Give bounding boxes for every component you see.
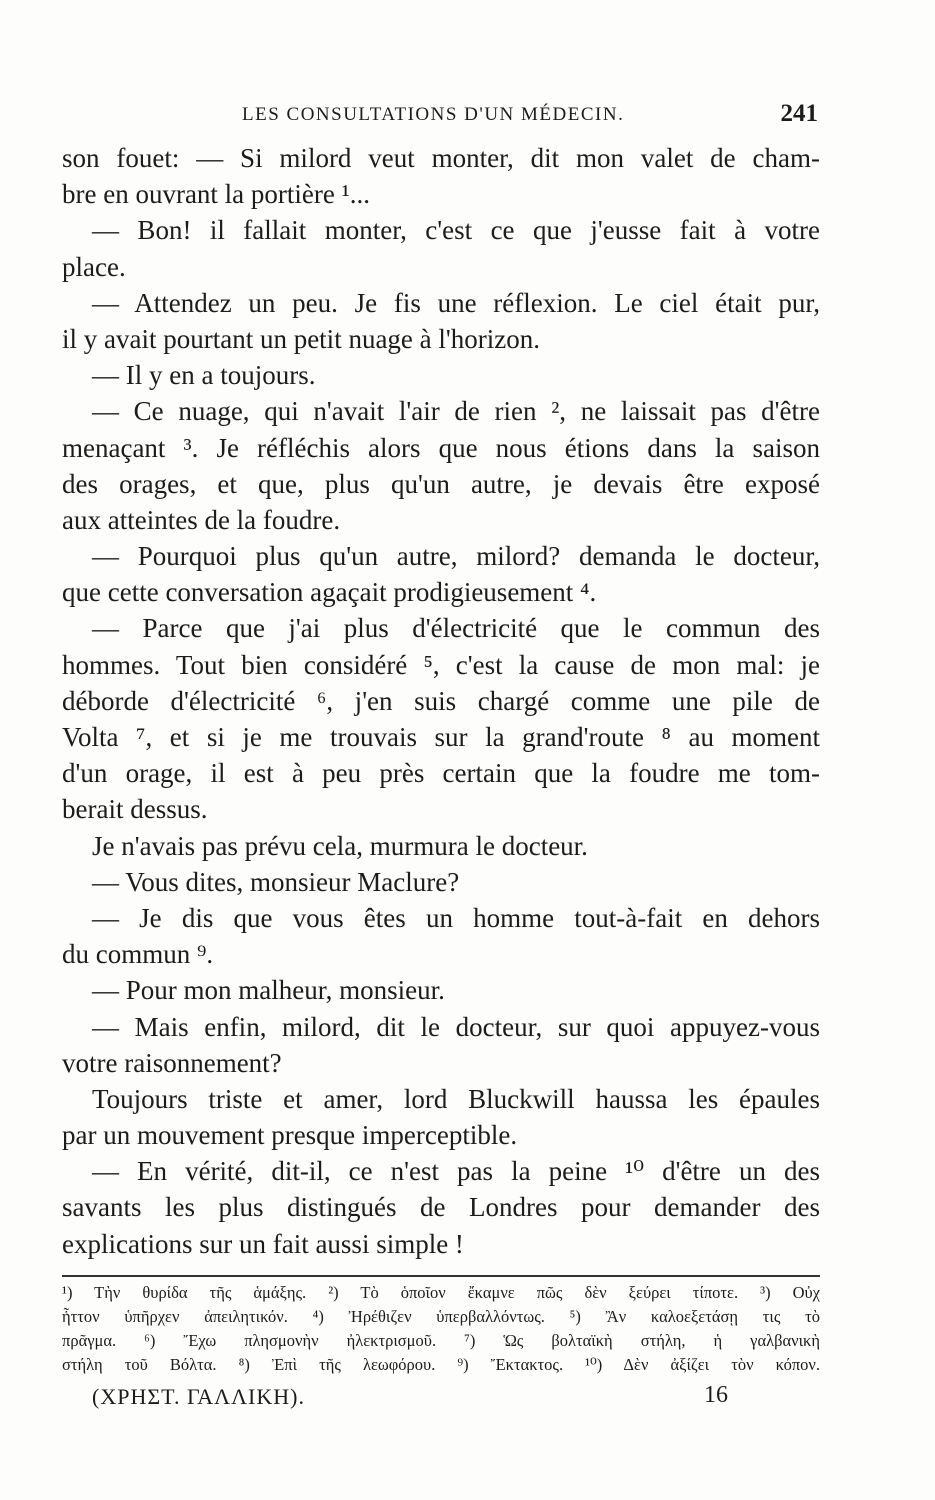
- page-header: [62, 102, 822, 132]
- signature-mark: (ΧΡΗΣΤ. ΓΑΛΛΙΚΗ).: [92, 1384, 305, 1409]
- text-line: — Attendez un peu. Je fis une réflexion. Le ciel était pur,: [92, 287, 820, 318]
- body-text: [62, 140, 820, 1262]
- text-line: Je n'avais pas prévu cela, murmura le docteur.: [92, 830, 588, 861]
- text-line: Toujours triste et amer, lord Bluckwill haussa les épaules: [92, 1083, 820, 1114]
- footnote-rule: [62, 1275, 820, 1277]
- page-number: 241: [780, 100, 818, 127]
- text-line: — Ce nuage, qui n'avait l'air de rien ², ne laissait pas d'être: [92, 396, 820, 427]
- text-line: des orages, et que, plus qu'un autre, je devais être exposé: [62, 468, 820, 499]
- text-line: — Pourquoi plus qu'un autre, milord? demanda le docteur,: [92, 541, 820, 572]
- running-head: LES CONSULTATIONS D'UN MÉDECIN.: [242, 104, 625, 125]
- footnote-line: ἧττον ὑπῆρχεν ἀπειλητικόν. ⁴) Ἠρέθιζεν ὑπερβαλλόντως. ⁵) Ἂν καλοεξετάσῃ τις τὸ: [62, 1307, 820, 1326]
- footnote-line: ¹) Τὴν θυρίδα τῆς ἁμάξης. ²) Τὸ ὁποῖον ἔκαμνε πῶς δὲν ξεύρει τίποτε. ³) Οὐχ: [62, 1283, 820, 1302]
- text-line: son fouet: — Si milord veut monter, dit mon valet de cham-: [62, 143, 820, 173]
- text-line: par un mouvement presque imperceptible.: [62, 1120, 518, 1151]
- page-footer: [62, 1384, 820, 1414]
- text-line: que cette conversation agaçait prodigieusement ⁴.: [62, 577, 597, 608]
- footnotes: [62, 1281, 820, 1377]
- text-line: — Je dis que vous êtes un homme tout-à-fait en dehors: [92, 902, 820, 933]
- text-line: place.: [62, 251, 126, 282]
- text-line: d'un orage, il est à peu près certain que la foudre me tom-: [62, 758, 820, 789]
- text-line: hommes. Tout bien considéré ⁵, c'est la cause de mon mal: je: [62, 649, 820, 680]
- text-line: — En vérité, dit-il, ce n'est pas la peine ¹⁰ d'être un des: [92, 1156, 820, 1187]
- text-line: savants les plus distingués de Londres pour demander des: [62, 1192, 820, 1223]
- footnote-line: στήλη τοῦ Βόλτα. ⁸) Ἐπὶ τῆς λεωφόρου. ⁹) Ἔκτακτος. ¹⁰) Δὲν ἀξίζει τὸν κόπον.: [62, 1355, 820, 1374]
- text-line: votre raisonnement?: [62, 1047, 282, 1078]
- text-line: déborde d'électricité ⁶, j'en suis chargé comme une pile de: [62, 685, 820, 716]
- text-line: — Il y en a toujours.: [92, 360, 316, 391]
- footnote-line: πρᾶγμα. ⁶) Ἔχω πλησμονὴν ἠλεκτρισμοῦ. ⁷) Ὡς βολταϊκὴ στήλη, ἡ γαλβανικὴ: [62, 1331, 820, 1350]
- text-line: — Mais enfin, milord, dit le docteur, sur quoi appuyez-vous: [92, 1011, 820, 1042]
- text-line: bre en ouvrant la portière ¹...: [62, 179, 370, 210]
- text-line: berait dessus.: [62, 794, 208, 825]
- text-line: menaçant ³. Je réfléchis alors que nous étions dans la saison: [62, 432, 820, 463]
- text-line: — Bon! il fallait monter, c'est ce que j'eusse fait à votre: [92, 215, 820, 246]
- text-line: aux atteintes de la foudre.: [62, 504, 341, 535]
- text-line: — Parce que j'ai plus d'électricité que le commun des: [92, 613, 820, 644]
- text-line: il y avait pourtant un petit nuage à l'horizon.: [62, 323, 540, 354]
- text-line: explications sur un fait aussi simple !: [62, 1228, 464, 1259]
- sheet-number: 16: [704, 1382, 728, 1408]
- text-line: Volta ⁷, et si je me trouvais sur la grand'route ⁸ au moment: [62, 722, 820, 752]
- text-line: du commun ⁹.: [62, 939, 214, 970]
- text-line: — Pour mon malheur, monsieur.: [92, 975, 445, 1006]
- text-line: — Vous dites, monsieur Maclure?: [92, 866, 460, 897]
